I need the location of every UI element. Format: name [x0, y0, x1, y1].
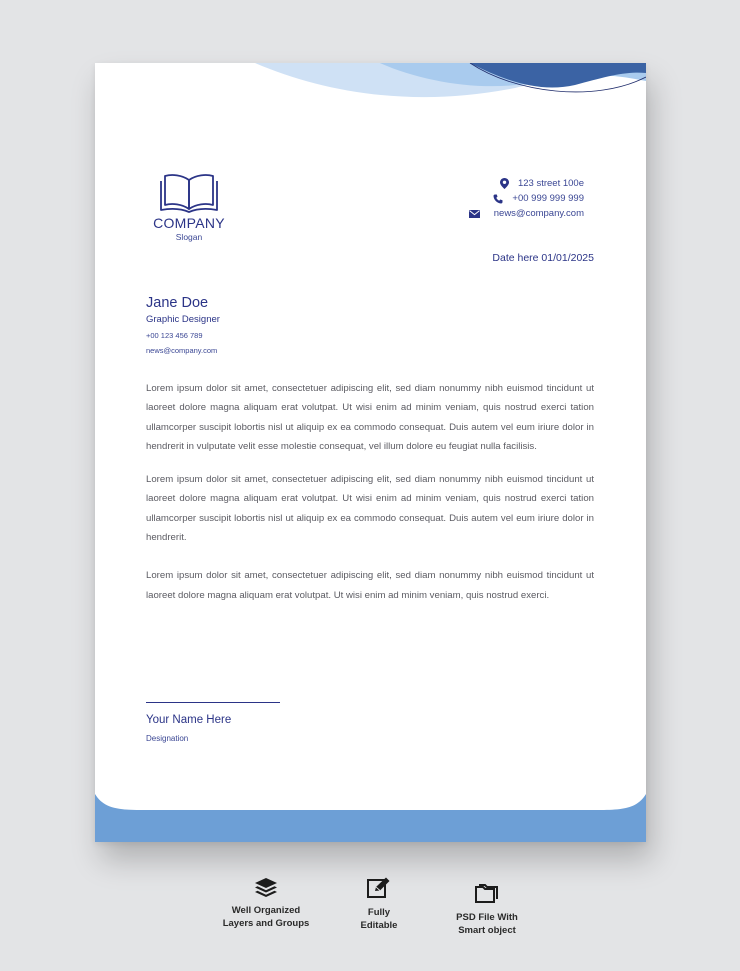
- contact-address-row: [469, 176, 584, 191]
- contact-email-row: [469, 206, 584, 221]
- company-slogan: Slogan: [175, 232, 203, 242]
- feature-psd: [446, 884, 528, 937]
- phone-icon: [493, 194, 503, 204]
- feature-layers-line1: Well Organized: [231, 905, 301, 916]
- signature-line: [146, 702, 280, 703]
- body-paragraph-1: Lorem ipsum dolor sit amet, consectetuer adipiscing elit, sed diam nonummy nibh euismod tincidunt ut laoreet dolore magna aliquam erat volutpat. Ut wisi enim ad minim veniam, quis nostrud exerci tation ullamcorper suscipit lobortis nisl ut aliquip ex ea commodo consequat. Duis autem vel eum iriure dolor in hendrerit in vulputate velit esse molestie consequat, vel illum dolore eu feugiat nulla facilisis.: [146, 383, 594, 452]
- sender-block: [146, 295, 220, 355]
- open-book-icon: [160, 173, 218, 213]
- sender-phone: +00 123 456 789: [146, 331, 203, 340]
- contact-address: 123 street 100e: [517, 178, 584, 189]
- body-paragraph-2: Lorem ipsum dolor sit amet, consectetuer adipiscing elit, sed diam nonummy nibh euismod tincidunt ut laoreet dolore magna aliquam erat volutpat. Ut wisi enim ad minim veniam, quis nostrud exerci tation ullamcorper suscipit lobortis nisl ut aliquip ex ea commodo consequat. Duis autem vel eum iriure dolor in hendrerit.: [146, 474, 594, 544]
- signature-designation: Designation: [146, 734, 189, 743]
- sender-title: Graphic Designer: [146, 314, 220, 325]
- feature-psd-line2: Smart object: [458, 925, 516, 936]
- contact-block: [469, 176, 584, 221]
- feature-layers: [205, 877, 327, 930]
- signature-name: Your Name Here: [146, 714, 232, 726]
- letter-body: [146, 379, 594, 605]
- feature-psd-line1: PSD File With: [456, 912, 518, 923]
- layers-icon: [254, 877, 278, 897]
- company-name: COMPANY: [153, 215, 225, 231]
- feature-editable: [343, 877, 415, 932]
- letter-date: Date here 01/01/2025: [492, 252, 594, 264]
- top-wave-decoration: [95, 63, 646, 173]
- edit-icon: [367, 877, 391, 899]
- contact-email: news@company.com: [493, 208, 584, 219]
- contact-phone: +00 999 999 999: [512, 193, 584, 204]
- envelope-icon: [469, 210, 480, 218]
- company-logo: [147, 173, 231, 242]
- feature-editable-line1: Fully: [367, 907, 391, 918]
- body-paragraph-3: Lorem ipsum dolor sit amet, consectetuer adipiscing elit, sed diam nonummy nibh euismod tincidunt ut laoreet dolore magna aliquam erat volutpat. Ut wisi enim ad minim veniam, quis nostrud exerci.: [146, 570, 594, 601]
- sender-email: news@company.com: [146, 346, 218, 355]
- sender-name: Jane Doe: [146, 295, 209, 311]
- location-pin-icon: [500, 178, 509, 189]
- feature-editable-line2: Editable: [360, 920, 398, 931]
- letterhead-page: [95, 63, 646, 842]
- bottom-wave-decoration: [95, 782, 646, 842]
- contact-phone-row: [469, 191, 584, 206]
- folder-icon: [475, 884, 499, 904]
- feature-layers-line2: Layers and Groups: [222, 918, 310, 929]
